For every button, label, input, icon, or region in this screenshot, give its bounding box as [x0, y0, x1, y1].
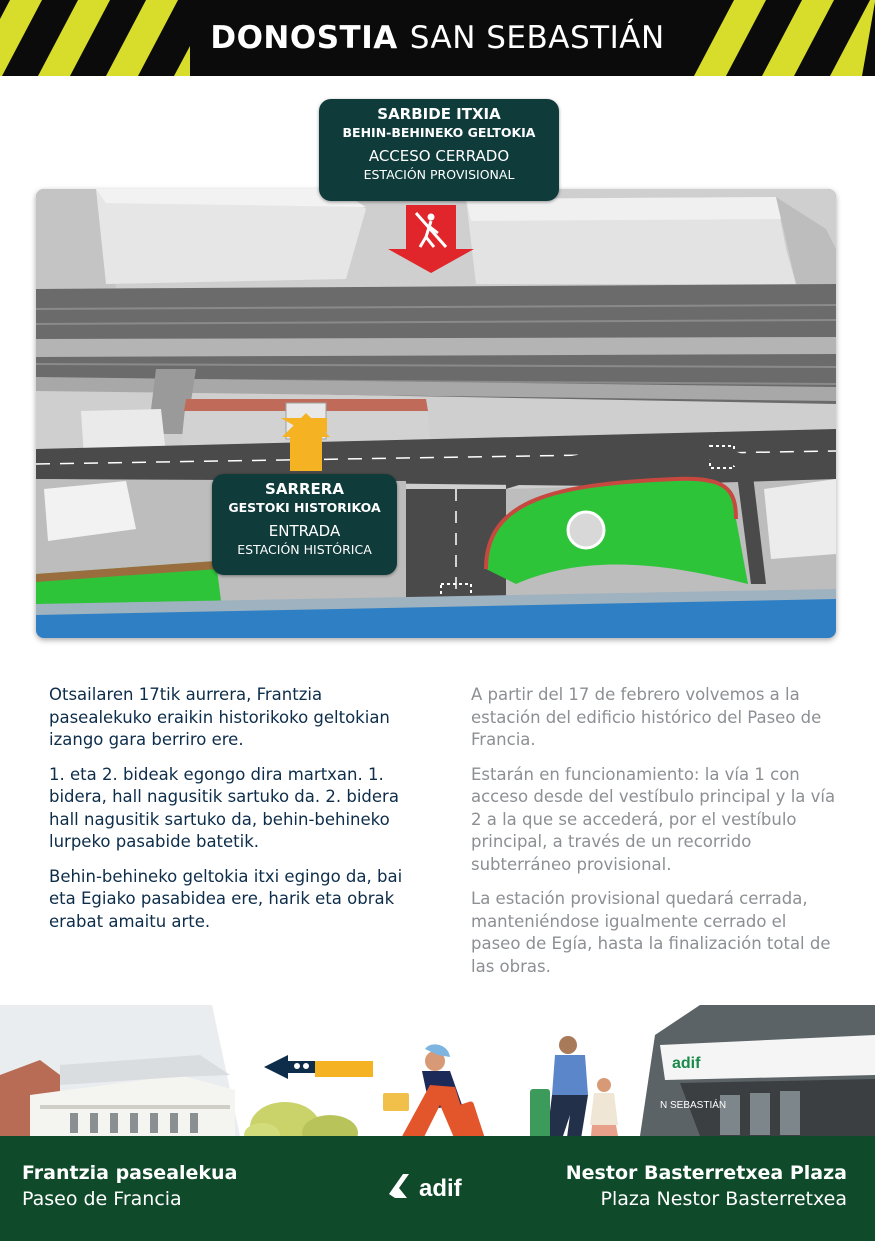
traveller-woman-illustration: [383, 1044, 486, 1149]
adif-logo: [385, 1168, 495, 1204]
family-illustration: [530, 1036, 620, 1147]
entry-eu-main: SARRERA: [265, 480, 344, 498]
left-arrow-icon: [264, 1055, 373, 1079]
closed-es-main: ACCESO CERRADO: [368, 147, 510, 165]
entry-es-main: ENTRADA: [268, 522, 341, 540]
eu-paragraph-2: 1. eta 2. bideak egongo dira martxan. 1. bidera, hall nagusitik sartuko da. 2. bidera hall nagusitik sartuko da, behin-behineko lurpeko pasabide batetik.: [49, 764, 399, 851]
title-light: SAN SEBASTIÁN: [409, 20, 665, 56]
page-title: [0, 0, 875, 76]
es-paragraph-2: Estarán en funcionamiento: la vía 1 con acceso desde del vestíbulo principal y la vía 2 a la que se accederá, por el vestíbulo principal, a través de un recorrido subterráneo provisional.: [471, 764, 836, 874]
sign-adif-logo: adif: [672, 1055, 701, 1072]
closed-eu-sub: BEHIN-BEHINEKO GELTOKIA: [342, 125, 536, 140]
footer-right-label: [566, 1160, 847, 1212]
entry-eu-sub: GESTOKI HISTORIKOA: [228, 500, 381, 515]
entry-es-sub: ESTACIÓN HISTÓRICA: [237, 542, 372, 557]
station-map: [36, 189, 836, 638]
es-paragraph-1: A partir del 17 de febrero volvemos a la estación del edificio histórico del Paseo de Francia.: [471, 685, 822, 749]
footer-left-es: Paseo de Francia: [22, 1188, 182, 1210]
spanish-text-column: [471, 684, 841, 990]
footer-right-eu: Nestor Basterretxea Plaza: [565, 1162, 847, 1184]
footer-right-es: Plaza Nestor Basterretxea: [600, 1188, 847, 1210]
adif-logo-text: adif: [419, 1175, 462, 1202]
closed-access-callout: [319, 99, 559, 201]
es-paragraph-3: La estación provisional quedará cerrada, manteniéndose igualmente cerrado el paseo de Egía, hasta la finalización total de las obras.: [471, 889, 831, 976]
eu-paragraph-3: Behin-behineko geltokia itxi egingo da, bai eta Egiako pasabidea ere, harik eta obrak erabat amaitu arte.: [49, 866, 403, 931]
entry-callout: [212, 474, 397, 575]
basque-text-column: [49, 684, 429, 945]
footer-left-eu: Frantzia pasealekua: [22, 1162, 238, 1184]
footer-left-label: [22, 1160, 237, 1212]
map-illustration: [36, 189, 836, 638]
eu-paragraph-1: Otsailaren 17tik aurrera, Frantzia pasealekuko eraikin historikoko geltokian izango gara berriro ere.: [49, 685, 390, 749]
closed-eu-main: SARBIDE ITXIA: [377, 105, 501, 123]
header: [0, 0, 875, 76]
closed-es-sub: ESTACIÓN PROVISIONAL: [363, 167, 515, 182]
sign-station-text: N SEBASTIÁN: [660, 1100, 727, 1111]
title-bold: DONOSTIA: [210, 20, 398, 56]
